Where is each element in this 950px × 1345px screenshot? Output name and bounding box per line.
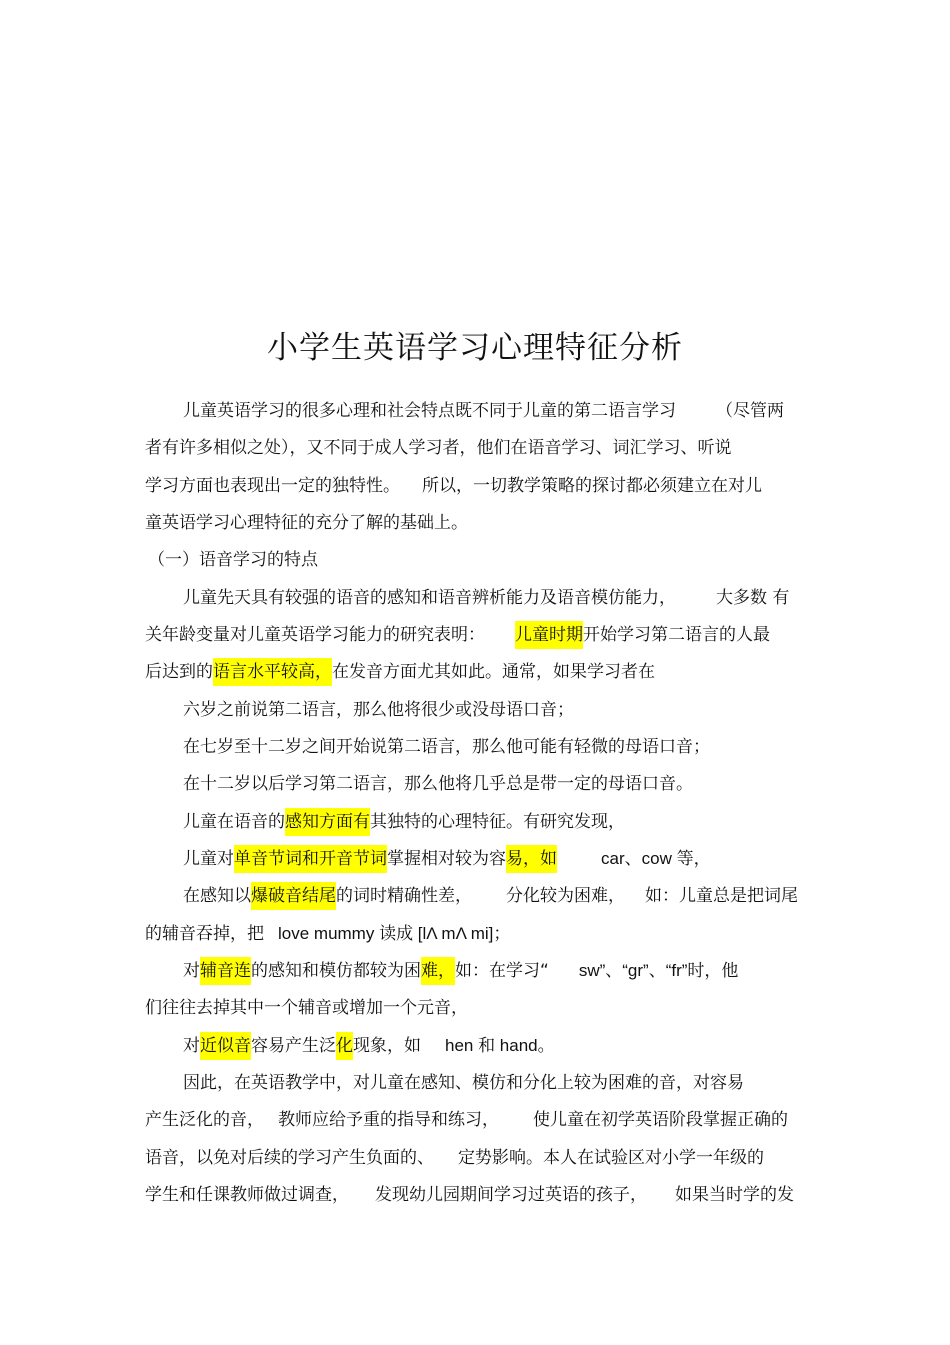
text-segment: love mummy 读成 [lΛ mΛ mi]；	[278, 924, 511, 943]
text-segment: 发现幼儿园期间学习过英语的孩子，	[375, 1185, 647, 1205]
text-line	[183, 587, 789, 609]
text-segment: 儿童在语音的	[183, 812, 285, 832]
text-segment: 掌握相对较为容	[387, 849, 506, 869]
text-segment: （一）语音学习的特点	[148, 550, 318, 570]
text-segment: 的词时精确性差，	[336, 886, 472, 906]
text-line	[183, 960, 738, 982]
text-segment: 如：在学习“	[455, 961, 549, 981]
text-segment: 儿童英语学习的很多心理和社会特点既不同于儿童的第二语言学习	[183, 401, 676, 421]
text-line	[145, 437, 732, 459]
text-segment: car、cow 等，	[601, 849, 711, 868]
text-segment: 如果当时学的发	[675, 1185, 794, 1205]
text-segment: 开始学习第二语言的人最	[583, 625, 770, 645]
text-segment: hen 和 hand。	[445, 1036, 555, 1055]
text-line	[145, 923, 510, 945]
text-segment: 因此，在英语教学中，对儿童在感知、模仿和分化上较为困难的音，对容易	[183, 1073, 744, 1093]
text-segment: 者有许多相似之处），又不同于成人学习者，他们在语音学习、词汇学习、听说	[145, 438, 732, 458]
text-line	[145, 1184, 794, 1206]
text-line	[148, 549, 318, 571]
text-segment: 教师应给予重的指导和练习，	[278, 1110, 499, 1130]
text-segment: 的辅音吞掉，把	[145, 924, 264, 944]
text-line	[183, 699, 574, 721]
text-line	[183, 811, 625, 833]
text-segment: 对	[183, 1036, 200, 1056]
highlighted-text: 语言水平较高，	[213, 658, 332, 686]
text-segment: 儿童先天具有较强的语音的感知和语音辨析能力及语音模仿能力，	[183, 588, 676, 608]
text-segment: （尽管两	[716, 401, 784, 421]
highlighted-text: 化	[336, 1032, 353, 1060]
highlighted-text: 感知方面有	[285, 808, 370, 836]
document-title: 小学生英语学习心理特征分析	[267, 330, 683, 366]
text-segment: sw”、“gr”、“fr”时，他	[578, 961, 739, 980]
text-segment: 其独特的心理特征。有研究发现，	[370, 812, 625, 832]
text-segment: 产生泛化的音，	[145, 1110, 264, 1130]
highlighted-text: 近似音	[200, 1032, 251, 1060]
text-segment: 在十二岁以后学习第二语言，那么他将几乎总是带一定的母语口音。	[183, 774, 693, 794]
text-segment: 在七岁至十二岁之间开始说第二语言，那么他可能有轻微的母语口音；	[183, 737, 710, 757]
text-segment: 如：儿童总是把词尾	[645, 886, 798, 906]
text-line	[145, 1147, 764, 1169]
text-segment: 容易产生泛	[251, 1036, 336, 1056]
highlighted-text: 爆破音结尾	[251, 882, 336, 910]
text-line	[183, 1072, 744, 1094]
text-segment: 使儿童在初学英语阶段掌握正确的	[533, 1110, 788, 1130]
text-segment: 在感知以	[183, 886, 251, 906]
text-segment: 学习方面也表现出一定的独特性。	[145, 476, 400, 496]
text-segment: 在发音方面尤其如此。通常，如果学习者在	[332, 662, 655, 682]
text-line	[183, 736, 710, 758]
text-segment: 关年龄变量对儿童英语学习能力的研究表明：	[145, 625, 485, 645]
text-segment: 语音，以免对后续的学习产生负面的、	[145, 1148, 434, 1168]
text-line	[145, 512, 468, 534]
text-segment: 学生和任课教师做过调查，	[145, 1185, 349, 1205]
text-line	[183, 1035, 555, 1057]
text-line	[183, 885, 798, 907]
text-segment: 分化较为困难，	[506, 886, 625, 906]
text-line	[145, 624, 770, 646]
text-line	[183, 848, 711, 870]
text-segment: 现象，如	[353, 1036, 421, 1056]
text-segment: 的感知和模仿都较为困	[251, 961, 421, 981]
text-segment: 们往往去掉其中一个辅音或增加一个元音，	[145, 998, 468, 1018]
text-line	[145, 1109, 788, 1131]
highlighted-text: 儿童时期	[515, 621, 583, 649]
text-segment: 所以，一切教学策略的探讨都必须建立在对儿	[422, 476, 762, 496]
text-segment: 大多数 有	[716, 588, 790, 608]
text-segment: 儿童对	[183, 849, 234, 869]
text-line	[145, 661, 655, 683]
highlighted-text: 易，如	[506, 845, 557, 873]
highlighted-text: 难，	[421, 957, 455, 985]
text-segment: 童英语学习心理特征的充分了解的基础上。	[145, 513, 468, 533]
text-line	[183, 773, 693, 795]
text-segment: 六岁之前说第二语言，那么他将很少或没母语口音；	[183, 700, 574, 720]
text-segment: 对	[183, 961, 200, 981]
text-line	[183, 400, 784, 422]
text-line	[145, 475, 762, 497]
highlighted-text: 辅音连	[200, 957, 251, 985]
text-segment: 后达到的	[145, 662, 213, 682]
text-line	[145, 997, 468, 1019]
highlighted-text: 单音节词和开音节词	[234, 845, 387, 873]
text-segment: 定势影响。本人在试验区对小学一年级的	[458, 1148, 764, 1168]
